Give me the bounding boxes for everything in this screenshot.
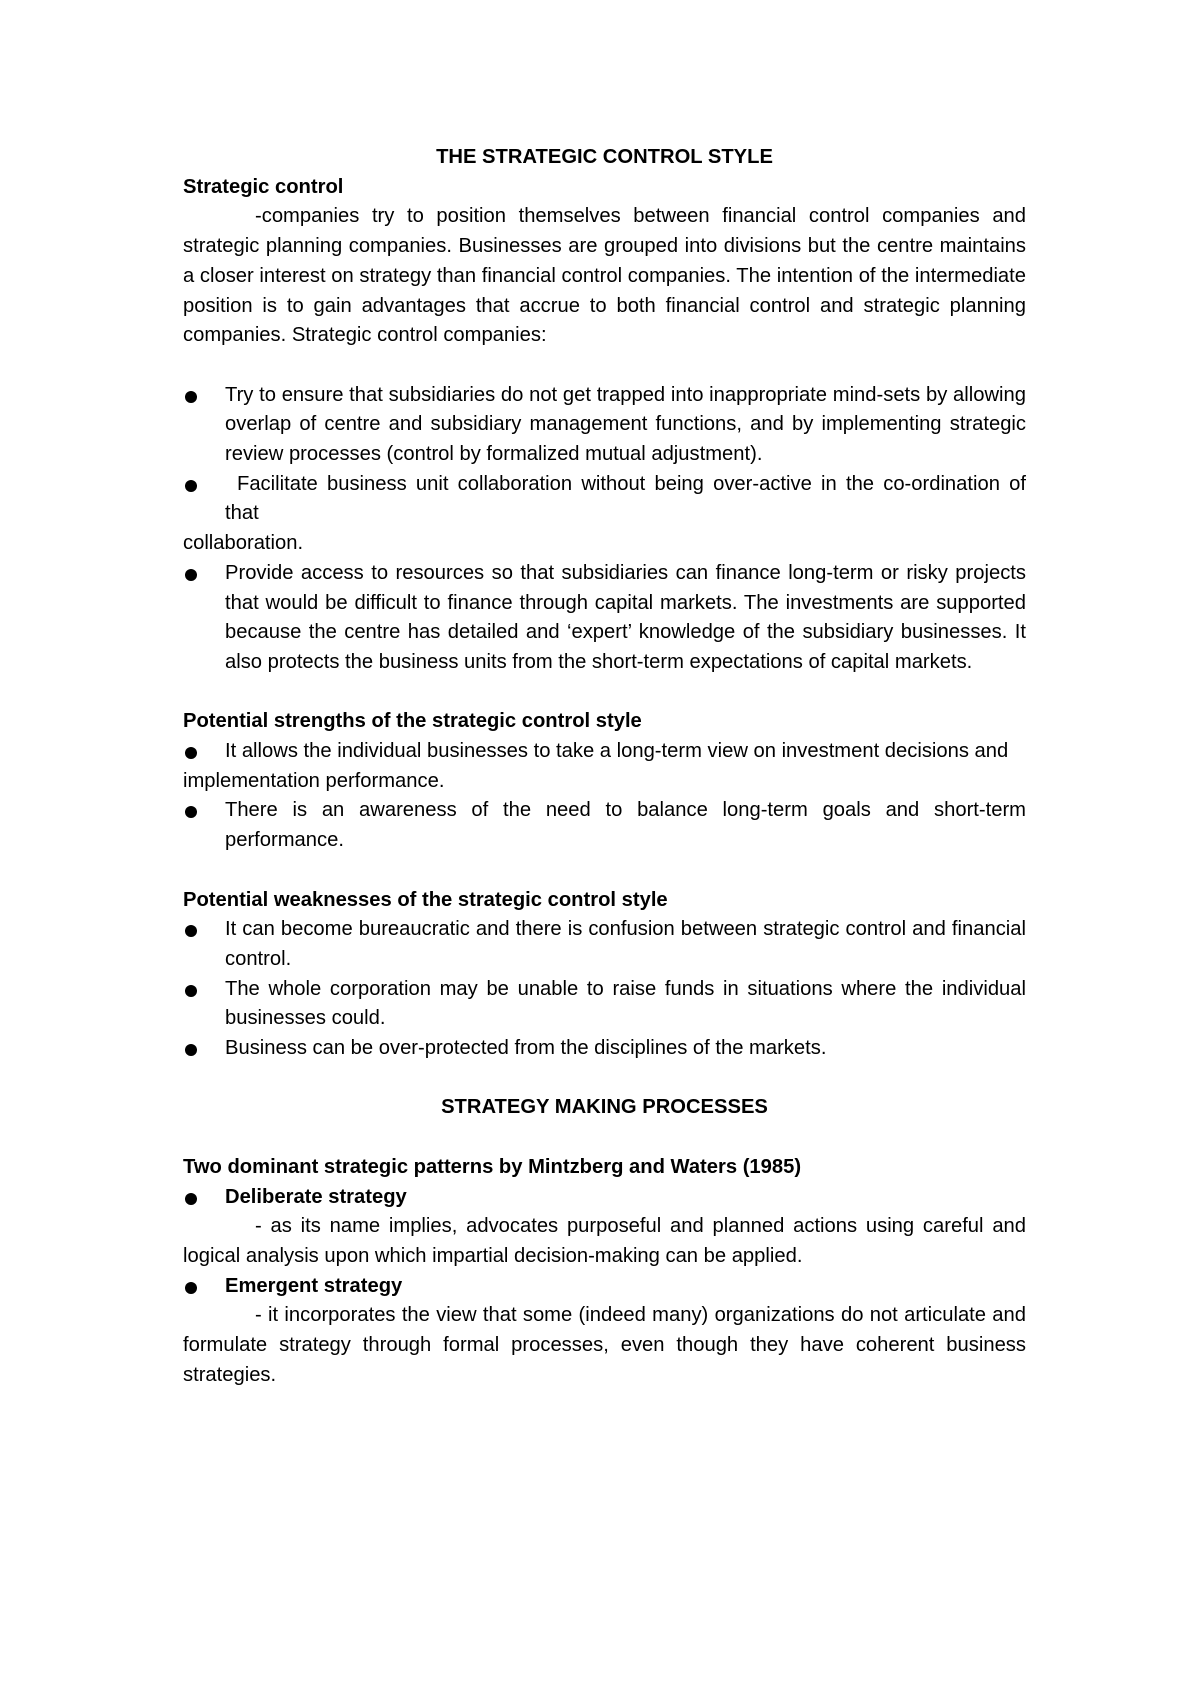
intro-paragraph: -companies try to position themselves between financial control companies and strategic planning companies. Businesses are grouped into divisions but the centre maintains a closer interest on strategy than financial control companies. The intention of the intermediate position is to gain advantages that accrue to both financial control and strategic planning companies. Strategic control companies:: [183, 205, 1026, 347]
bullet-icon: [185, 985, 197, 997]
emergent-description: - it incorporates the view that some (indeed many) organizations do not articulate and formulate strategy through formal processes, even though they have coherent business strategies.: [183, 1304, 1026, 1386]
list-item: [183, 559, 1026, 678]
list-item-text: Facilitate business unit collaboration without being over-active in the co-ordination of that: [225, 472, 1026, 525]
patterns-list-emergent: [183, 1272, 1026, 1302]
list-item-continuation: implementation performance.: [183, 769, 445, 792]
list-item-text: It can become bureaucratic and there is confusion between strategic control and financial control.: [225, 918, 1026, 970]
list-item-text: Provide access to resources so that subsidiaries can finance long-term or risky projects that would be difficult to finance through capital markets. The investments are supported because the centre has detailed and ‘expert’ knowledge of the subsidiary businesses. It also protects the business units from the short-term expectations of capital markets.: [225, 561, 1026, 673]
strengths-list: [183, 737, 1026, 767]
bullet-icon: [185, 1193, 197, 1205]
list-item-text: Business can be over-protected from the disciplines of the markets.: [225, 1037, 827, 1060]
list-item: [183, 381, 1026, 470]
section-heading-strengths: Potential strengths of the strategic control style: [183, 710, 642, 733]
bullet-icon: [185, 569, 197, 581]
section-title-strategy-making: STRATEGY MAKING PROCESSES: [441, 1096, 768, 1119]
page-title: THE STRATEGIC CONTROL STYLE: [436, 146, 773, 168]
spacer: [183, 351, 1026, 381]
bullet-icon: [185, 747, 197, 759]
bullet-icon: [185, 925, 197, 937]
list-item-label: Deliberate strategy: [225, 1185, 407, 1208]
bullet-icon: [185, 806, 197, 818]
spacer: [183, 1123, 1026, 1153]
bullet-icon: [185, 1282, 197, 1294]
list-item-text: It allows the individual businesses to take a long-term view on investment decisions and: [225, 740, 1009, 763]
list-item: [183, 470, 1026, 529]
spacer: [183, 856, 1026, 886]
list-item: [183, 737, 1026, 767]
list-item: [183, 796, 1026, 855]
spacer: [183, 678, 1026, 708]
section-heading-patterns: Two dominant strategic patterns by Mintzberg and Waters (1985): [183, 1155, 802, 1178]
list-item-continuation: collaboration.: [183, 532, 304, 555]
list-item-text: Try to ensure that subsidiaries do not get trapped into inappropriate mind-sets by allowing overlap of centre and subsidiary management functions, and by implementing strategic review processes (control by formalized mutual adjustment).: [225, 383, 1026, 466]
list-item-text: The whole corporation may be unable to raise funds in situations where the individual businesses could.: [225, 977, 1026, 1030]
section-heading-strategic-control: Strategic control: [183, 175, 344, 198]
bullet-icon: [185, 391, 197, 403]
weaknesses-list: [183, 915, 1026, 1064]
strategic-control-list-continued: [183, 559, 1026, 678]
list-item: [183, 915, 1026, 974]
document-page: [183, 143, 1026, 1390]
list-item: [183, 975, 1026, 1034]
bullet-icon: [185, 1044, 197, 1056]
list-item: [183, 1183, 1026, 1213]
bullet-icon: [185, 480, 197, 492]
strengths-list-continued: [183, 796, 1026, 855]
list-item: [183, 1272, 1026, 1302]
spacer: [183, 1064, 1026, 1094]
patterns-list-deliberate: [183, 1183, 1026, 1213]
list-item-label: Emergent strategy: [225, 1274, 403, 1297]
list-item: [183, 1034, 1026, 1064]
list-item-text: There is an awareness of the need to balance long-term goals and short-term performance.: [225, 799, 1026, 852]
section-heading-weaknesses: Potential weaknesses of the strategic control style: [183, 888, 668, 911]
strategic-control-list: [183, 381, 1026, 530]
deliberate-description: - as its name implies, advocates purposeful and planned actions using careful and logical analysis upon which impartial decision-making can be applied.: [183, 1215, 1026, 1267]
